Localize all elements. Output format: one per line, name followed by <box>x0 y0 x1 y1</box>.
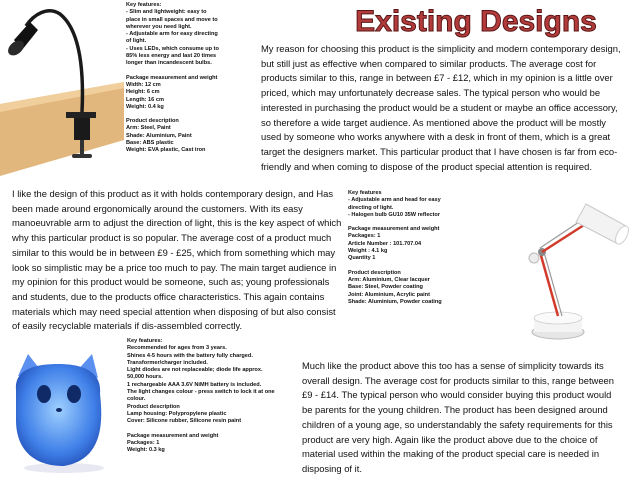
spec-line: Key features: <box>127 338 163 344</box>
spec-line: Height: 6 cm <box>126 89 160 96</box>
product3-paragraph: Much like the product above this too has a sense of simplicity towards its overall design. The average cost for products similar to this, range between £9 - £14. The typical person who would consider buying this product would be parents for the young children. The product has been designed around children of a young age, so understandably the safety requirements for this product are very high. Again like the product above due to the choice of material used within the making of the product special care is needed in disposing of it. <box>302 360 614 474</box>
spec-line: Recommended for ages from 3 years. <box>127 345 227 352</box>
spec-line <box>348 263 476 270</box>
spec-line: Lamp housing: Polypropylene plastic <box>127 410 227 417</box>
spec-line: Article Number : 101.707.04 <box>348 240 422 247</box>
spec-line: Packages: 1 <box>127 439 160 446</box>
spec-line: 85% less energy and last 20 times <box>126 53 217 60</box>
spec-line: Product description <box>348 269 401 276</box>
spec-line: Transformer/charger included. <box>127 359 208 366</box>
spec-line: The light changes colour - press switch to lock it at one <box>127 389 275 396</box>
spec-line: - Halogen bulb GU10 35W reflector <box>348 211 441 218</box>
product3-spec-list <box>127 338 303 454</box>
product2-spec-list <box>348 190 476 306</box>
spec-line: Shade: Aluminium, Paint <box>126 132 192 139</box>
spec-line: Base: ABS plastic <box>126 140 174 147</box>
clamp-lamp-image <box>0 0 124 180</box>
spec-line: place in small spaces and move to <box>126 16 218 23</box>
spec-line: Length: 16 cm <box>126 96 164 103</box>
spec-line: Product description <box>127 403 180 410</box>
product2-paragraph: I like the design of this product as it with holds contemporary design, and Has been made around ergonomically around the customers. With its easy manoeuvrable arm to adjust the direction of light, this is the key aspect of which why this particular product is so popular. The average cost of a product much similar to this would be in between £9 - £25, which from something which may look so simplistic may be a price too much to pay. The main target audience in my opinion for this product would be someone, such as; young professionals and students, due to the products office characteristics. This again contains materials which may need special attention when disposing of but also consist of easily recyclable materials if dis-assembled correctly. <box>12 188 342 332</box>
spec-line: 50,000 hours. <box>127 374 163 381</box>
spec-line: colour. <box>127 396 146 403</box>
spec-line <box>126 68 266 75</box>
product1-paragraph: My reason for choosing this product is the simplicity and modern contemporary design, but still just as effective when compared to similar products. The average cost for products similar to this, range in between £7 - £12, which in my opinion is a little over priced, which may unfortunately decrease sales. The typical person who would be interested in purchasing the product would be a student or maybe an office accessory, so therefore a wide target audience. As mentioned above the product will be mostly used by someone who works anywhere with a desk in front of them, which is a great target the designers market. This particular product that I have chosen is far from eco-friendly and when coming to dispose of the product special attention is required. <box>261 43 621 172</box>
spec-line: Package measurement and weight <box>348 226 440 233</box>
spec-line: - Adjustable arm and head for easy <box>348 197 441 204</box>
kids-lamp-image <box>4 350 120 474</box>
spec-line: Weight: 0.4 kg <box>126 103 164 110</box>
spec-line: Light diodes are not replaceable; diode life approx. <box>127 367 263 374</box>
spec-line: Joint: Aluminium, Acrylic paint <box>348 291 430 298</box>
spec-line: Key features <box>348 190 382 196</box>
page-title-text: Existing Designs <box>355 5 597 38</box>
spec-line: Arm: Steel, Paint <box>126 125 171 132</box>
spec-line: Cover: Silicone rubber, Silicone resin paint <box>127 418 242 425</box>
spec-line: longer than incandescent bulbs. <box>126 60 212 67</box>
desk-lamp-image <box>476 186 634 346</box>
spec-line: Package measurement and weight <box>127 432 219 439</box>
spec-line: - Uses LEDs, which consume up to <box>126 45 219 52</box>
spec-line: of light. <box>126 38 147 45</box>
spec-line: Product description <box>126 118 179 125</box>
spec-line: - Adjustable arm for easy directing <box>126 31 218 38</box>
spec-line <box>127 426 303 433</box>
spec-line: Shines 4-5 hours with the battery fully charged. <box>127 352 253 359</box>
spec-line: Base: Steel, Powder coating <box>348 284 423 291</box>
spec-line <box>126 111 266 118</box>
spec-line: Weight : 4.1 kg <box>348 248 388 255</box>
spec-line: Package measurement and weight <box>126 74 218 81</box>
page-title <box>318 2 634 38</box>
spec-line: directing of light. <box>348 204 394 211</box>
spec-line: wherever you need light. <box>126 23 192 30</box>
spec-line: Width: 12 cm <box>126 81 161 88</box>
spec-line: Quantity 1 <box>348 255 376 262</box>
spec-line <box>348 219 476 226</box>
spec-line: Shade: Aluminium, Powder coating <box>348 298 442 305</box>
spec-line: - Slim and lightweight: easy to <box>126 9 207 16</box>
spec-line: Weight: EVA plastic, Cast iron <box>126 147 206 154</box>
product1-spec-list <box>126 2 266 155</box>
spec-line: Arm: Aluminium, Clear lacquer <box>348 276 430 283</box>
spec-line: Packages: 1 <box>348 233 381 240</box>
spec-line: 1 rechargeable AAA 3.6V NiMH battery is included. <box>127 381 262 388</box>
spec-line: Key features: <box>126 2 162 8</box>
spec-line: Weight: 0.3 kg <box>127 447 165 454</box>
